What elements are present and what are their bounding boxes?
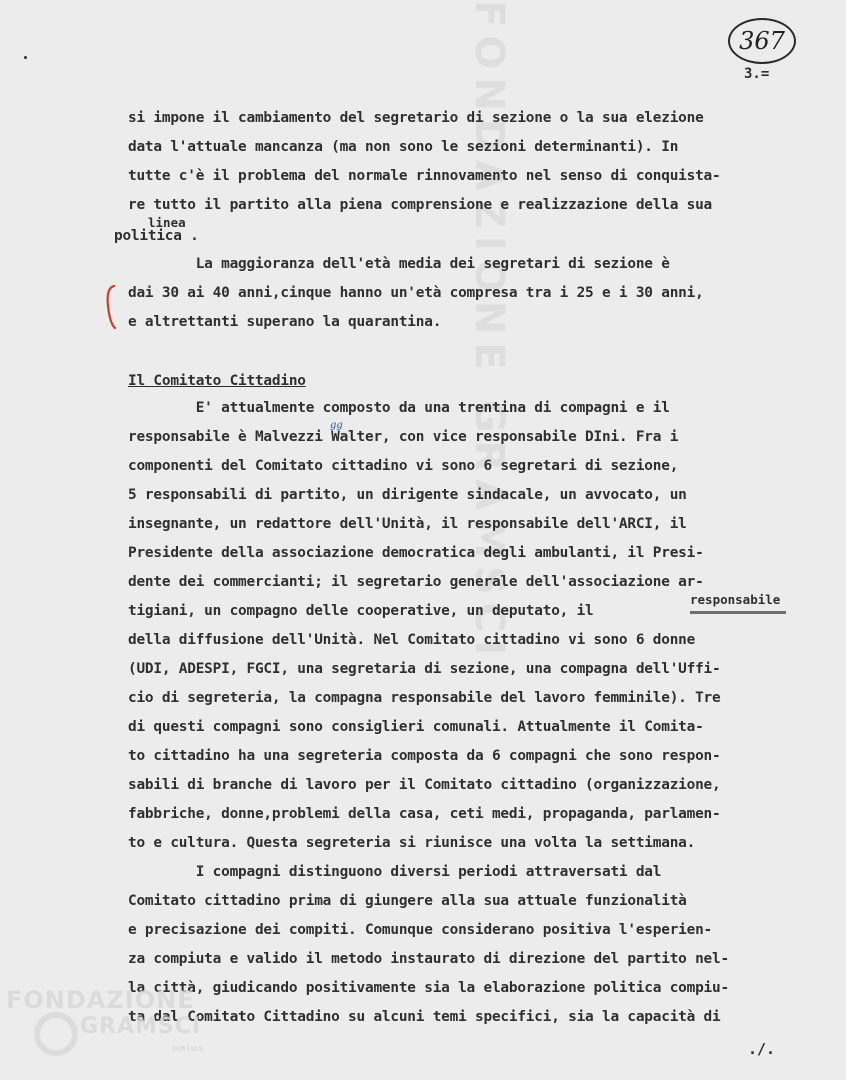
text-line: insegnante, un redattore dell'Unità, il responsabile dell'ARCI, il bbox=[128, 516, 687, 532]
text-line: Comitato cittadino prima di giungere alla sua attuale funzionalità bbox=[128, 893, 687, 909]
text-line: sabili di branche di lavoro per il Comitato cittadino (organizzazione, bbox=[128, 777, 721, 793]
handwritten-insert-linea: linea bbox=[148, 215, 186, 230]
fondazione-gramsci-logo bbox=[4, 986, 234, 1076]
text-line: ta dal Comitato Cittadino su alcuni temi specifici, sia la capacità di bbox=[128, 1009, 721, 1025]
text-line: si impone il cambiamento del segretario di sezione o la sua elezione bbox=[128, 110, 704, 126]
blue-correction: gg bbox=[330, 420, 343, 431]
page-number: 367 bbox=[728, 18, 796, 64]
text-line: Presidente della associazione democratica degli ambulanti, il Presi- bbox=[128, 545, 704, 561]
logo-small: onlus bbox=[172, 1044, 205, 1054]
text-line: to cittadino ha una segreteria composta da 6 compagni che sono respon- bbox=[128, 748, 721, 764]
text-line: E' attualmente composto da una trentina di compagni e il bbox=[128, 400, 670, 416]
text-line: I compagni distinguono diversi periodi attraversati dal bbox=[128, 864, 662, 880]
red-margin-bracket bbox=[104, 284, 118, 330]
text-line: cio di segreteria, la compagna responsabile del lavoro femminile). Tre bbox=[128, 690, 721, 706]
text-line: politica . bbox=[114, 228, 199, 244]
text-line: tigiani, un compagno delle cooperative, un deputato, il bbox=[128, 603, 594, 619]
text-line: componenti del Comitato cittadino vi sono 6 segretari di sezione, bbox=[128, 458, 679, 474]
section-heading: Il Comitato Cittadino bbox=[128, 373, 306, 389]
text-line: dai 30 ai 40 anni,cinque hanno un'età compresa tra i 25 e i 30 anni, bbox=[128, 285, 704, 301]
logo-line-bottom: GRAMSCI bbox=[80, 1014, 202, 1039]
text-line: la città, giudicando positivamente sia la elaborazione politica compiu- bbox=[128, 980, 729, 996]
text-line: za compiuta e valido il metodo instaurato di direzione del partito nel- bbox=[128, 951, 729, 967]
text-line: dente dei commercianti; il segretario generale dell'associazione ar- bbox=[128, 574, 704, 590]
watermark: FONDAZIONE GRAMSCI bbox=[466, 0, 512, 664]
text-line: La maggioranza dell'età media dei segretari di sezione è bbox=[128, 256, 670, 272]
text-line: re tutto il partito alla piena comprensione e realizzazione della sua bbox=[128, 197, 713, 213]
text-line: data l'attuale mancanza (ma non sono le sezioni determinanti). In bbox=[128, 139, 679, 155]
text-line: 5 responsabili di partito, un dirigente sindacale, un avvocato, un bbox=[128, 487, 687, 503]
text-line: fabbriche, donne,problemi della casa, ceti medi, propaganda, parlamen- bbox=[128, 806, 721, 822]
text-line: e precisazione dei compiti. Comunque considerano positiva l'esperien- bbox=[128, 922, 713, 938]
text-line: (UDI, ADESPI, FGCI, una segretaria di sezione, una compagna dell'Uffi- bbox=[128, 661, 721, 677]
text-line: tutte c'è il problema del normale rinnovamento nel senso di conquista- bbox=[128, 168, 721, 184]
text-line: di questi compagni sono consiglieri comunali. Attualmente il Comita- bbox=[128, 719, 704, 735]
continuation-mark: ./. bbox=[748, 1040, 776, 1058]
text-line: e altrettanti superano la quarantina. bbox=[128, 314, 442, 330]
logo-g-icon bbox=[34, 1012, 78, 1056]
ink-dot bbox=[24, 56, 27, 59]
text-line: della diffusione dell'Unità. Nel Comitato cittadino vi sono 6 donne bbox=[128, 632, 696, 648]
text-line: to e cultura. Questa segreteria si riunisce una volta la settimana. bbox=[128, 835, 696, 851]
page-subnumber: 3.= bbox=[744, 66, 770, 82]
strikethrough-mark bbox=[690, 611, 786, 614]
handwritten-insert-responsabile: responsabile bbox=[690, 592, 781, 607]
text-line: responsabile è Malvezzi Walter, con vice responsabile DIni. Fra i bbox=[128, 429, 679, 445]
logo-line-top: FONDAZIONE bbox=[6, 986, 195, 1014]
